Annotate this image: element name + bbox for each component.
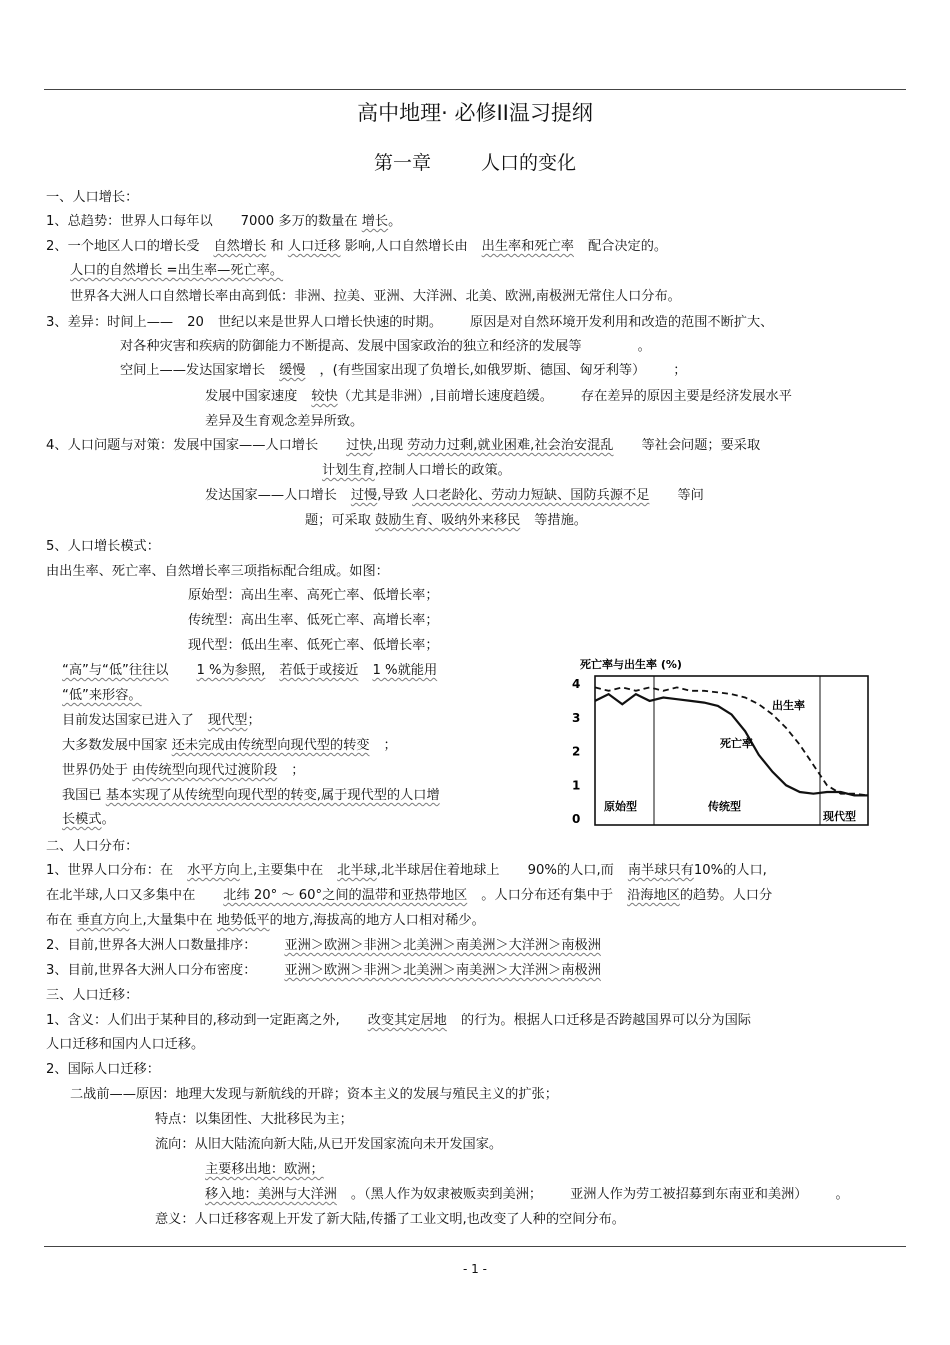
paragraph: 对各种灾害和疾病的防御能力不断提高、发展中国家政治的独立和经济的发展等 。 [120, 339, 651, 354]
paragraph: 世界仍处于 由传统型向现代过渡阶段 ； [62, 763, 305, 778]
fill-answer: 过快 [346, 438, 373, 453]
paragraph: 特点：以集团性、大批移民为主； [155, 1112, 353, 1127]
paragraph: 发达国家——人口增长 过慢,导致 人口老龄化、劳动力短缺、国防兵源不足 等问 [205, 488, 704, 503]
section-heading: 一、人口增长： [46, 190, 139, 205]
paragraph: 我国已 基本实现了从传统型向现代型的转变,属于现代型的人口增 [62, 788, 440, 803]
y-tick-label: 1 [572, 778, 581, 793]
paragraph: 2、一个地区人口的增长受 自然增长 和 人口迁移 影响,人口自然增长由 出生率和死亡率 配合决定的。 [46, 239, 668, 254]
stage-label: 现代型 [823, 810, 856, 823]
fill-answer: 人口老龄化、劳动力短缺、国防兵源不足 [412, 488, 650, 503]
paragraph: 大多数发展中国家 还未完成由传统型向现代型的转变 ； [62, 738, 397, 753]
fill-answer: 亚洲＞欧洲＞非洲＞北美洲＞南美洲＞大洋洲＞南极洲 [284, 938, 601, 953]
paragraph: 3、目前,世界各大洲人口分布密度： 亚洲＞欧洲＞非洲＞北美洲＞南美洲＞大洋洲＞南极洲 [46, 963, 601, 978]
section-heading: 二、人口分布： [46, 839, 139, 854]
paragraph: 空间上——发达国家增长 缓慢 ，(有些国家出现了负增长,如俄罗斯、德国、匈牙利等） ； [120, 363, 687, 378]
paragraph: “高”与“低”往往以 1 %为参照, 若低于或接近 1 %就能用 [62, 663, 438, 678]
death-rate-label: 死亡率 [720, 737, 753, 750]
paragraph: 2、目前,世界各大洲人口数量排序： 亚洲＞欧洲＞非洲＞北美洲＞南美洲＞大洋洲＞南极洲 [46, 938, 601, 953]
paragraph: 人口迁移和国内人口迁移。 [46, 1037, 205, 1052]
fill-answer: 沿海地区 [627, 888, 680, 903]
y-tick-label: 2 [572, 744, 581, 759]
fill-answer: 劳动力过剩,就业困难,社会治安混乱 [407, 438, 614, 453]
fill-answer: 鼓励生育、吸纳外来移民 [375, 513, 521, 528]
fill-answer: 自然增长 [213, 239, 267, 254]
paragraph: 目前发达国家已进入了 现代型； [62, 713, 261, 728]
bottom-rule [44, 1246, 906, 1247]
fill-answer: 过慢 [350, 488, 378, 503]
model-primitive: 原始型：高出生率、高死亡率、低增长率； [188, 588, 439, 603]
paragraph: 3、差异：时间上—— 20 世纪以来是世界人口增长快速的时期。 原因是对自然环境开发利用和改造的范围不断扩大、 [46, 315, 774, 330]
fill-answer: 计划生育 [322, 463, 375, 478]
paragraph: 1、总趋势：世界人口每年以 7000 多万的数量在 增长。 [46, 214, 402, 229]
fill-answer: 出生率和死亡率 [481, 239, 574, 254]
birth-rate-label: 出生率 [772, 699, 805, 712]
model-modern: 现代型：低出生率、低死亡率、低增长率； [188, 638, 439, 653]
fill-answer: 还未完成由传统型向现代型的转变 [171, 738, 370, 753]
formula-line: 人口的自然增长 =出生率—死亡率。 [70, 263, 284, 278]
paragraph: 在北半球,人口又多集中在 北纬 20° ～ 60°之间的温带和亚热带地区 。人口分布还有集中于 沿海地区的趋势。人口分 [46, 888, 773, 903]
paragraph: 世界各大洲人口自然增长率由高到低：非洲、拉美、亚洲、大洋洲、北美、欧洲,南极洲无常住人口分布。 [70, 289, 681, 304]
fill-answer: 现代型 [207, 713, 248, 728]
paragraph: 由出生率、死亡率、自然增长率三项指标配合组成。如图： [46, 564, 389, 579]
paragraph: 1、世界人口分布：在 水平方向上,主要集中在 北半球,北半球居住着地球上 90%的人口,而 南半球只有10%的人口, [46, 863, 767, 878]
fill-answer: 人口迁移 [287, 239, 341, 254]
fill-answer: 地势低平 [216, 913, 270, 928]
fill-answer: 缓慢 [279, 363, 306, 378]
paragraph: 移入地：美洲与大洋洲 。（黑人作为奴隶被贩卖到美洲； 亚洲人作为劳工被招募到东南亚和美洲） 。 [205, 1187, 849, 1202]
stage-label: 传统型 [708, 800, 741, 813]
fill-answer: 增长 [361, 214, 389, 229]
page-title: 高中地理· 必修II温习提纲 [357, 101, 593, 125]
paragraph: 二战前——原因：地理大发现与新航线的开辟；资本主义的发展与殖民主义的扩张； [70, 1087, 558, 1102]
model-traditional: 传统型：高出生率、低死亡率、高增长率； [188, 613, 439, 628]
chapter-number: 第一章 [373, 152, 431, 174]
paragraph: 5、人口增长模式： [46, 539, 160, 554]
chart-title: 死亡率与出生率 (%) [580, 658, 682, 671]
fill-answer: 北半球 [337, 863, 377, 878]
paragraph: 发展中国家速度 较快（尤其是非洲）,目前增长速度趋缓。 存在差异的原因主要是经济发展水平 [205, 389, 792, 404]
paragraph: 布在 垂直方向上,大量集中在 地势低平的地方,海拔高的地方人口相对稀少。 [46, 913, 485, 928]
paragraph: 意义：人口迁移客观上开发了新大陆,传播了工业文明,也改变了人种的空间分布。 [155, 1212, 625, 1227]
fill-answer: 由传统型向现代过渡阶段 [132, 763, 278, 778]
fill-answer: 较快 [311, 389, 338, 404]
fill-answer: 基本实现了从传统型向现代型的转变,属于现代型的人口增 [105, 788, 440, 803]
fill-answer: 水平方向 [187, 863, 240, 878]
paragraph: 1、含义：人们出于某种目的,移动到一定距离之外, 改变其定居地 的行为。根据人口迁移是否跨越国界可以分为国际 [46, 1013, 751, 1028]
top-rule [44, 89, 906, 90]
fill-answer: 亚洲＞欧洲＞非洲＞北美洲＞南美洲＞大洋洲＞南极洲 [284, 963, 601, 978]
paragraph: 4、人口问题与对策：发展中国家——人口增长 过快,出现 劳动力过剩,就业困难,社会治安混乱 等社会问题；要采取 [46, 438, 761, 453]
y-tick-label: 4 [572, 677, 581, 691]
chapter-title [0, 148, 950, 175]
paragraph: 2、国际人口迁移： [46, 1062, 160, 1077]
fill-answer: 长模式 [62, 812, 102, 827]
section-heading: 三、人口迁移： [46, 988, 139, 1003]
page-number: - 1 - [463, 1262, 487, 1276]
paragraph: 差异及生育观念差异所致。 [205, 414, 364, 429]
fill-answer: 北纬 20° ～ 60° [223, 888, 323, 903]
fill-answer: 改变其定居地 [367, 1013, 447, 1028]
paragraph: 题；可采取 鼓励生育、吸纳外来移民 等措施。 [305, 513, 587, 528]
fill-answer: 南半球 [627, 863, 668, 878]
paragraph: 主要移出地：欧洲； [205, 1162, 324, 1177]
stage-label: 原始型 [604, 800, 637, 813]
paragraph: 计划生育,控制人口增长的政策。 [322, 463, 511, 478]
paragraph: 长模式。 [62, 812, 115, 827]
y-tick-label: 3 [572, 710, 581, 725]
fill-answer: 美洲与大洋洲 [257, 1187, 337, 1202]
chapter-name: 人口的变化 [481, 152, 577, 174]
y-tick-label: 0 [572, 812, 581, 826]
paragraph: 流向：从旧大陆流向新大陆,从已开发国家流向未开发国家。 [155, 1137, 503, 1152]
paragraph: “低”来形容。 [62, 688, 142, 703]
population-growth-chart [560, 652, 882, 832]
fill-answer: 垂直方向 [76, 913, 130, 928]
